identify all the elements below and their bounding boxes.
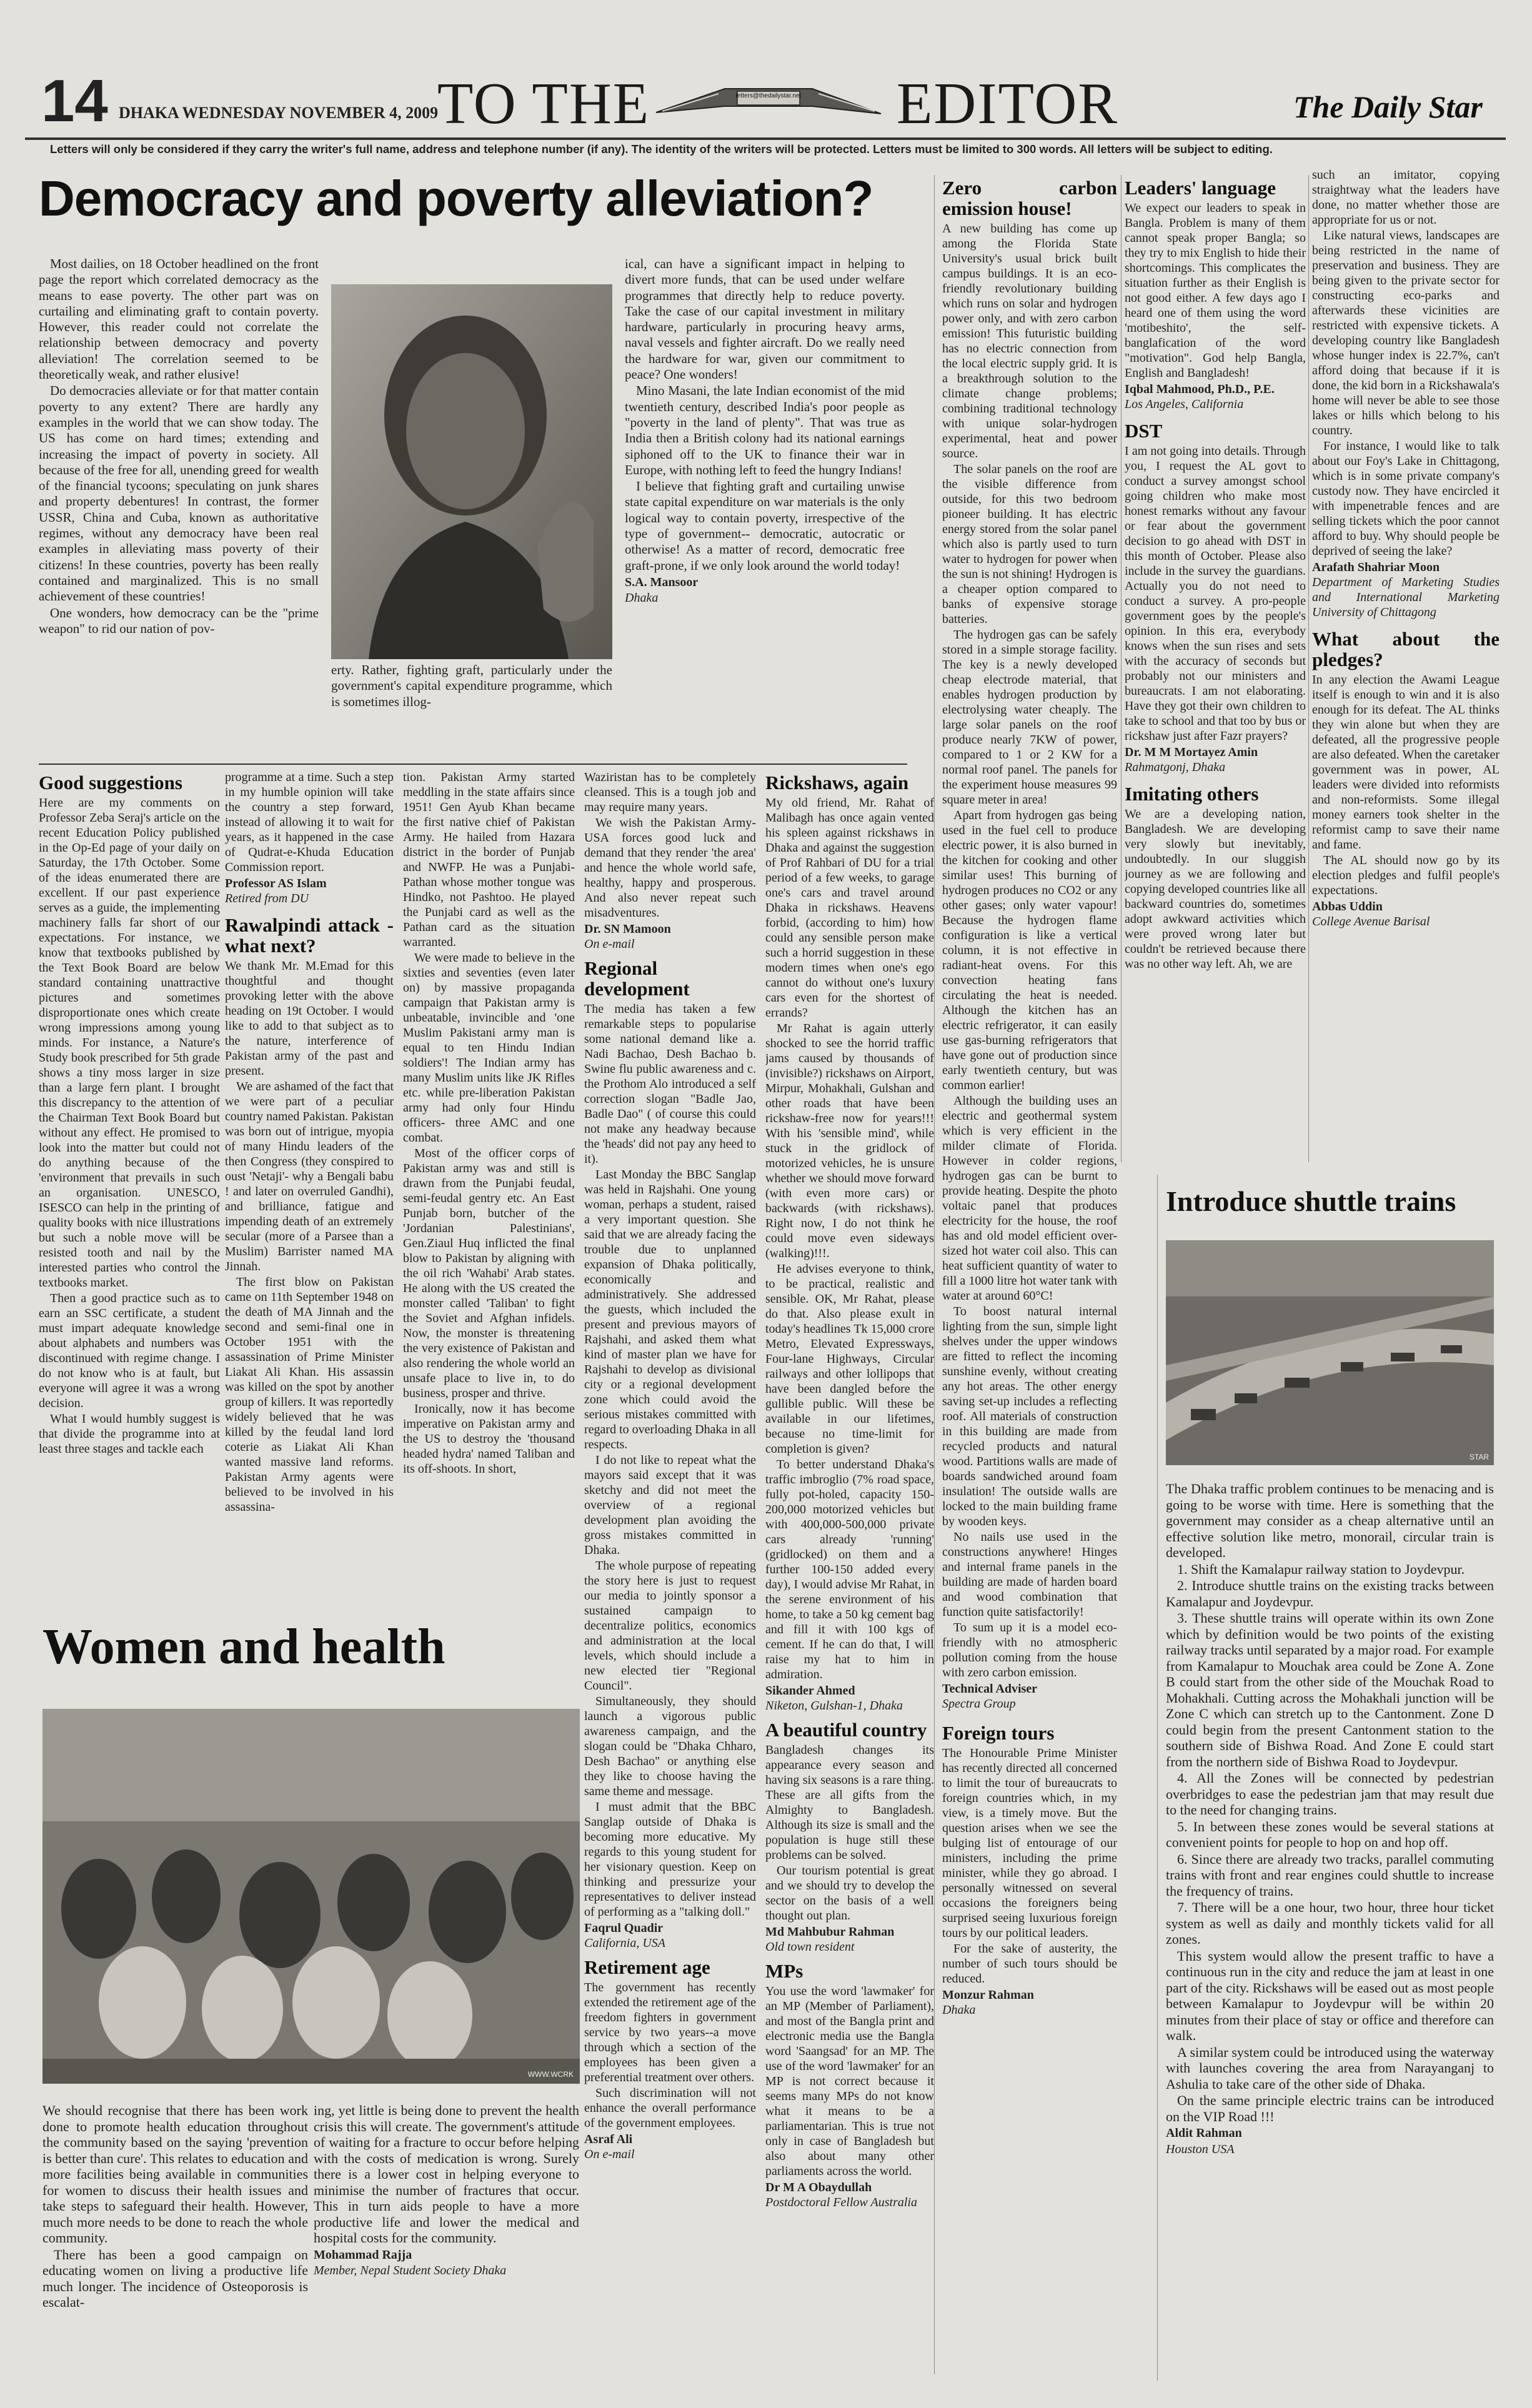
women-health-column-1 [42,2102,308,2384]
dateline: DHAKA WEDNESDAY NOVEMBER 4, 2009 [119,104,439,122]
author-name: Iqbal Mahmood, Ph.D., P.E. [1125,382,1275,396]
author-place: Los Angeles, California [1125,397,1244,411]
paragraph: Do democracies alleviate or for that matter contain poverty to any extent? There are hardly any examples in the world that we can show today. The US has come on hard times; extending and increasing the impact of poverty in society. All because of the free for all, unending greed for wealth of the financial tycoons; speculating on junk shares and property debentures! In contrast, the former USSR, China and Cuba, known as authoritative regimes, without any democracy have been real examples in alleviating mass poverty of their citizens! In these countries, poverty has been really contained and marginalized. This is no small achievement of these countries! [39,383,319,604]
section-email[interactable]: letters@thedailystar.net [735,92,802,99]
paragraph: We were made to believe in the sixties and seventies (even later on) by massive propaganda campaign that Pakistan army is unbeatable, invincible and 'one Muslim Pakistani army man is equal to ten Hindu Indian soldiers'! The Indian army has many Muslim units like JK Rifles etc. while pre-liberation Pakistan army had only four Hindu officers- three AMC and one combat. [403,951,575,1145]
paragraph: Apart from hydrogen gas being used in the fuel cell to produce electric power, it is also burned in the kitchen for cooking and other similar uses! This burning of hydrogen produces no CO2 or any other gases; only water vapour! Because the hydrogen flame configuration is like a vertical column, it is not effective in radiant-heat ovens. For this convection heating fans circulating the heat is needed. Although the kitchen has an electric refrigerator, it can easily use gas-burning refrigerators that have gone out of production since early twentieth century, but was common earlier! [942,808,1117,1092]
paragraph: Like natural views, landscapes are being restricted in the name of preservation and business. They are being given to the private sector for constructing eco-parks and afterwards these vicinities are restricted with expensive tickets. A developing country like Bangladesh whose hunger index is 22.7%, can't afford doing that because if it is done, the kid born in a Rickshawala's home will never be able to see those lakes or hills which belong to his country. [1312,229,1500,437]
paragraph: 4. All the Zones will be connected by pedestrian overbridges to ease the pedestrian jam that may result due to the need for changing trains. [1166,1770,1494,1818]
regional-headline: Regional development [584,957,690,1000]
column-rule [1157,1175,1158,2381]
author-name: Dr. SN Mamoon [584,922,671,936]
column-c-letters [403,770,575,1585]
paragraph: erty. Rather, fighting graft, particularly under the government's capital expenditure programme, which is sometimes illog- [331,662,612,709]
masthead [25,37,1512,169]
section-title-left: TO THE [437,71,650,136]
women-health-column-2 [314,2102,579,2384]
paragraph: Mino Masani, the late Indian economist of the mid twentieth century, described India's poor people as "poverty in the land of plenty". That was true as India then a British colony had its national earnings siphoned off to the UK to finance their war in Europe, with nothing left to feed the hungry Indians! [625,383,905,477]
paragraph: Although the building uses an electric and geothermal system which is very efficient in the milder climate of Florida. However in colder regions, hydrogen gas can be burnt to provide heating. Despite the photo voltaic panel that produces electricity for the house, the roof has and old model efficient over-sized hot water coil also. This can heat sufficient quantity of water to fill a 1000 litre hot water tank with water at around 60°C! [942,1094,1117,1303]
author-place: Niketon, Gulshan-1, Dhaka [765,1699,903,1713]
dst-headline: DST [1125,420,1163,442]
paragraph: Ironically, now it has become imperative on Pakistan army and the US to destroy the 'thousand headed hydra' named Taliban and its off-shoots. In short, [403,1402,575,1476]
lead-column-1 [39,256,319,737]
section-divider [39,764,907,765]
paragraph: I must admit that the BBC Sanglap outside of Dhaka is becoming more educative. My regards to this young student for her visionary question. Keep on thinking and pressurize your representatives to deliver instead of performing as a "talking doll." [584,1800,756,1919]
author-name: Mohammad Rajja [314,2247,412,2262]
paragraph: Most dailies, on 18 October headlined on the front page the report which correlated democracy as the means to ease poverty. The other part was on curtailing and eliminating graft to contain poverty. However, this reader could not correlate the relationship between democracy and poverty alleviation! The correlation seemed to be theoretically weak, and rather elusive! [39,256,319,382]
good-suggestions-headline: Good suggestions [39,772,182,794]
paragraph: The Dhaka traffic problem continues to be menacing and is going to be worse with time. Here is something that the government may consider as a cheap alternative until an effective solution like metro, monorail, circular train is developed. [1166,1481,1494,1560]
author-place: Old town resident [765,1940,855,1954]
good-suggestions-letter [39,770,220,1585]
paragraph: Then a good practice such as to earn an SSC certificate, a student must impart adequate knowledge about alphabets and numbers was discontinued with regime change. I do not know who is at fault, but everyone will agree it was a wrong decision. [39,1291,220,1410]
author-name: Sikander Ahmed [765,1684,855,1698]
column-rule [1308,175,1309,1162]
author-name: Technical Adviser [942,1682,1038,1696]
author-place: Rahmatgonj, Dhaka [1125,760,1226,774]
paragraph: Last Monday the BBC Sanglap was held in Rajshahi. One young woman, perhaps a student, raised a very important question. She said that we are already facing the trouble due to unplanned expansion of Dhaka politically, economically and administratively. She addressed the guests, which included the present and previous mayors of Rajshahi, and asked them what kind of master plan we have for Rajshahi to develop as divisional city or a regional development zone which could avoid the serious mistakes committed with regard to overloading Dhaka in all respects. [584,1168,756,1451]
author-name: Dr M A Obaydullah [765,2181,872,2194]
paragraph: tion. Pakistan Army started meddling in the state affairs since 1951! Gen Ayub Khan became the first native chief of Pakistan Army. He hailed from Hazara district in the border of Punjab and NWFP. He was a Punjabi-Pathan whose mother tongue was Hindko, not Pashtoo. He played the Punjabi card as well as the Pathan card as the situation warranted. [403,770,575,949]
paragraph: I am not going into details. Through you, I request the AL govt to conduct a survey amongst school going children who make most honest remarks without any favour or fear about the government decision to go ahead with DST in this month of October. Please also include in the survey the guardians. Actually you do not need to conduct a survey. A pro-people government goes by the people's opinion. In this era, everybody knows when the sun rises and sets with the accuracy of seconds but probably not our ministers and bureaucrats. I am not elaborating. Have they got their own children to take to school and that too by bus or rickshaw just after Fazr prayers? [1125,444,1306,743]
paragraph: The AL should now go by its election pledges and fulfil people's expectations. [1312,853,1500,897]
paragraph: 6. Since there are already two tracks, parallel commuting trains with front and rear engines could shuttle to increase the frequency of trains. [1166,1851,1494,1899]
rickshaws-headline: Rickshaws, again [765,772,909,794]
author-place: On e-mail [584,937,635,951]
paragraph: Bangladesh changes its appearance every season and having six seasons is a rare thing. These are all gifts from the Almighty to Bangladesh. Although its size is small and the population is huge still these problems can be solved. [765,1743,934,1862]
paragraph: 3. These shuttle trains will operate within its own Zone which by definition would be two points of the existing railway tracks until separated by a major road. For example from Kamalapur to Mouchak area could be Zone A. Zone B could start from the other side of the Mouchak Road to Mohakhali. Cutting across the Mohakhali junction will be Zone C which can stretch up to the Cantonment. Zone D could begin from the present Cantonment station to the southern side of Bishwa Road. And Zone E could start from the northern side of Bishwa Road to Joydevpur. [1166,1610,1494,1769]
masthead-rule [25,137,1506,140]
paragraph: On the same principle electric trains can be introduced on the VIP Road !!! [1166,2092,1494,2124]
column-6-letters [1312,167,1500,1167]
leaders-language-headline: Leaders' language [1125,177,1276,199]
column-e-letters [765,770,934,2382]
paragraph: For instance, I would like to talk about our Foy's Lake in Chittagong, which is in some private company's custody now. They have encircled it with impenetrable fences and are selling tickets which the poor cannot afford to buy. Why should people be deprived of seeing the lake? [1312,439,1500,558]
page-number: 14 [41,67,108,134]
author-place: College Avenue Barisal [1312,915,1430,928]
author-place: Member, Nepal Student Society Dhaka [314,2264,507,2277]
author-name: Abbas Uddin [1312,900,1383,913]
beautiful-country-headline: A beautiful country [765,1719,927,1741]
shuttle-letter [1166,1481,1494,2381]
paragraph: The first blow on Pakistan came on 11th September 1948 on the death of MA Jinnah and the second and semi-final one in October 1951 with the assassination of Prime Minister Liakat Ali Khan. His assassin was killed on the spot by another group of killers. It was reportedly widely believed that he was killed by the feudal land lord coterie as Liakat Ali Khan wanted massive land reforms. Pakistan Army agents were believed to be involved in his assassina- [225,1275,394,1514]
paragraph: To boost natural internal lighting from the sun, simple light shelves under the upper windows are fitted to reflect the incoming sunshine evenly, without creating any hot areas. The other energy saving set-up includes a reflecting roof. All materials of construction in this building are made from recycled products and natural wood. Partitions walls are made of boards sandwiched around foam insulation! The outside walls are locked to the main building frame by wooden keys. [942,1305,1117,1528]
author-name: Aldit Rahman [1166,2126,1242,2140]
foreign-tours-headline: Foreign tours [942,1722,1055,1744]
author-place: Houston USA [1166,2142,1235,2156]
paragraph: 1. Shift the Kamalapur railway station to Joydevpur. [1177,1561,1465,1577]
paragraph: Here are my comments on Professor Zeba Seraj's article on the recent Education Policy published in the Op-Ed page of your daily on Saturday, the 17th October. Some of the ideas enumerated there are excellent. If our past experience serves as a guide, the implementing machinery falls far short of our expectations. For instance, we know that textbooks published by the Text Book Board are below standard containing unattractive pictures and sometimes disproportionate ones which create wrong impressions among young minds. For instance, a Nature's Study book prescribed for 5th grade shows a tiny moss larger in size than a large fern plant. I brought this discrepancy to the attention of the Chairman Text Book Board but without any effect. He promised to look into the matter but could not do anything because of the 'environment that prevails in such an organisation. UNESCO, ISESCO can help in the printing of quality books with nice illustrations but such a noble move will be resisted tooth and nail by the interested parties who control the textbooks market. [39,796,220,1290]
paragraph: A new building has come up among the Florida State University's usual brick built campus buildings. It is an eco-friendly revolutionary building which runs on solar and hydrogen power only, and with zero carbon emission! This futuristic building has no electric connection from the local electric supply grid. It is a breakthrough solution to the climate change problems; combining traditional technology with unique solar-hydrogen experimental, heat and power source. [942,222,1117,460]
author-name: Professor AS Islam [225,877,327,890]
section-title-right: EDITOR [897,71,1118,136]
paragraph: The solar panels on the roof are the visible difference from outside, for this two bedroom pioneer building. It has electric energy stored from the solar panel which also is partly used to turn water to hydrogen for power when the sun is not shining! Hydrogen is a cheaper option compared to banks of expensive storage batteries. [942,462,1117,626]
author-name: S.A. Mansoor [625,575,699,589]
paragraph: programme at a time. Such a step in my humble opinion will take the country a step forward, instead of allowing it to wait for years, as it happened in the case of Qudrat-e-Khuda Education Commission report. [225,770,394,874]
author-place: Department of Marketing Studies and International Marketing University of Chittagong [1312,575,1500,619]
author-place: Retired from DU [225,892,309,905]
paragraph: We are ashamed of the fact that we were part of a peculiar country named Pakistan. Pakistan was born out of intrigue, myopia of many Hindu leaders of the then Congress (they conspired to oust 'Netaji'- why a Bengali babu ! and later on overruled Gandhi), and brilliance, fatigue and impending death of an extremely secular (more of a Parsee than a Muslim) Barrister named MA Jinnah. [225,1080,394,1273]
women-group-photo [42,1709,580,2084]
author-place: Dhaka [942,2003,976,2017]
column-d-letters [584,770,756,2382]
paragraph: 2. Introduce shuttle trains on the existing tracks between Kamalapur and Joydevpur. [1166,1578,1494,1609]
paragraph: This system would allow the present traffic to have a continuous run in the city and reduce the jam at least in one part of the city. Rickshaws will be eased out as most people between Kamalapur to Joydevpur will be within 20 minutes from their place of stay or office and therefore can walk. [1166,1948,1494,2043]
author-name: Faqrul Quadir [584,1921,664,1935]
paper-logo: The Daily Star [1293,89,1483,124]
lead-column-3 [625,256,905,744]
elderly-woman-photo [331,284,612,659]
photo-credit: STAR [1469,1453,1489,1461]
paragraph: What I would humbly suggest is that divide the programme into at least three stages and tackle each [39,1412,220,1456]
mps-headline: MPs [765,1960,803,1982]
imitating-headline: Imitating others [1125,783,1259,805]
author-place: On e-mail [584,2147,635,2161]
paragraph: Simultaneously, they should launch a vigorous public awareness campaign, and the slogan could be "Dhaka Chharo, Desh Bachao" or anything else they like to choose having the same theme and message. [584,1694,756,1798]
paragraph: For the sake of austerity, the number of such tours should be reduced. [942,1942,1117,1986]
paragraph: In any election the Awami League itself is enough to win and it is also enough for its defeat. The AL thinks they win alone but when they are defeated, all the progressive people are also defeated. When the caretaker government was in power, AL leaders were divided into reformists and non-reformists. Some illegal money earners took shelter in the reformist camp to save their name and fame. [1312,673,1500,852]
column-b-letters [225,770,394,1585]
paragraph: Waziristan has to be completely cleansed. This is a tough job and may require many years. [584,770,756,814]
paragraph: One wonders, how democracy can be the "prime weapon" to rid our nation of pov- [39,605,319,636]
column-rule [934,175,935,2374]
author-place: Postdoctoral Fellow Australia [765,2196,917,2209]
paragraph: The government has recently extended the retirement age of the freedom fighters in government service by two years--a move through which a section of the employees has been given a preferential treatment over others. [584,1981,756,2084]
paragraph: We wish the Pakistan Army-USA forces good luck and demand that they render 'the area' and hence the whole world safe, healthy, happy and prosperous. And also never repeat such misadventures. [584,816,756,920]
author-place: Dhaka [625,591,659,605]
column-5-letters [1125,175,1306,1162]
author-place: Spectra Group [942,1697,1016,1711]
photo-credit: WWW.WCRK [527,2070,574,2079]
paragraph: The Honourable Prime Minister has recently directed all concerned to limit the tour of bureaucrats to foreign countries which, in my view, is a timely move. But the question arises when we see the bulging list of entourage of our ministers, including the prime minister, while they go abroad. I personally witnessed on several occasions the foreigners being surprised seeing luxurious foreign tours by our political leaders. [942,1746,1117,1940]
paragraph: The whole purpose of repeating the story here is just to request our media to jointly sponsor a sustained campaign to decentralize politics, economics and administration at the local levels, which should include a new elected tier "Regional Council". [584,1559,756,1693]
zero-carbon-headline: Zero carbon emission house! [942,177,1117,219]
women-health-headline: Women and health [42,1619,445,1674]
retirement-headline: Retirement age [584,1956,710,1978]
traffic-highway-photo [1166,1240,1494,1465]
paragraph: Mr Rahat is again utterly shocked to see the horrid traffic jams caused by thousands of (invisible?) rickshaws on Airport, Mirpur, Mohakhali, Gulshan and other roads that have been rickshaw-free now for years!!! With his 'sensible mind', while stuck in the gridlock of motorized vehicles, he is unsure whether we should move forward (with even more cars) or backwards (with rickshaws). Right now, I do not think he could move even sideways (walking)!!!. [765,1022,934,1260]
pledges-headline: What about the pledges? [1312,628,1500,670]
author-name: Arafath Shahriar Moon [1312,560,1440,574]
paragraph: My old friend, Mr. Rahat of Malibagh has once again vented his spleen against rickshaws in Dhaka and against the suggestion of Prof Rahbari of DU for a trial period of a few weeks, to garage one's cars and travel around Dhaka in rickshaws. Heavens forbid, (according to him) how could any sensible person make such a horrid suggestion in these modern times when one's ego cannot do without one's luxury cars even for the shortest of errands? [765,796,934,1020]
paragraph: There has been a good campaign on educating women on living a productive life much longer. The incidence of Osteoporosis is escalat- [42,2246,308,2310]
paragraph: You use the word 'lawmaker' for an MP (Member of Parliament), and most of the Bangla print and electronic media use the Bangla word 'Saangsad' for an MP. The use of the word 'lawmaker' for an MP is not correct because it seems many MPs do not know what it means to be a parliamentarian. This is true not only in case of Bangladesh but also about many other parliaments across the world. [765,1984,934,2178]
paragraph: ing, yet little is being done to prevent the health crisis this will create. The government's attitude of waiting for a fracture to occur before helping with the costs of medication is wrong. Surely there is a lower cost in helping everyone to minimise the number of fractures that occur. This in turn aids people to have a more productive life and lower the medical and hospital costs for the community. [314,2102,579,2246]
paragraph: I believe that fighting graft and curtailing unwise state capital expenditure on war materials is the only logical way to contain poverty, irrespective of the type of government-- democratic, autocratic or otherwise! As a matter of record, democratic free graft-prone, if we only look around the world today! [625,479,905,573]
zero-carbon-letter [942,175,1117,2387]
author-name: Dr. M M Mortayez Amin [1125,745,1258,759]
paragraph: We should recognise that there has been work done to promote health education throughout the community based on the saying 'prevention is better than cure'. This relates to education and more facilities being available in communities for women to discuss their health issues and take steps to safeguard their health. However, much more needs to be done to reach the whole community. [42,2102,308,2246]
paragraph: No nails use used in the constructions anywhere! Hinges and internal frame panels in the building are made of harden board and wood combination that function quite satisfactorily! [942,1530,1117,1619]
shuttle-headline: Introduce shuttle trains [1166,1185,1456,1217]
paragraph: A similar system could be introduced using the waterway with launches covering the area from Narayanganj to Ashulia to take care of the other side of Dhaka. [1166,2044,1494,2092]
paragraph: We are a developing nation, Bangladesh. We are developing very slowly but inevitably, undoubtedly. In our sluggish journey as we are following and copying developed countries like all backward countries do, sometimes adopt awkward activities which were proved wrong later but couldn't be retrieved because there was no other way left. Ah, we are [1125,807,1306,971]
lead-headline: Democracy and poverty alleviation? [39,171,873,226]
lead-column-2 [331,662,612,737]
column-rule [1121,175,1122,1162]
author-name: Monzur Rahman [942,1988,1034,2002]
paragraph: such an imitator, copying straightway what the leaders have done, no matter whether those are appropriate for us or not. [1312,168,1500,227]
paragraph: The hydrogen gas can be safely stored in a simple storage facility. The key is a newly developed cheap electrode material, that enables hydrogen production by electrolysing water cheaply. The large solar panels on the roof produce nearly 7KW of power, compared to 1 or 2 KW for a normal roof panel. The panels for the experiment house measures 99 square meter in area! [942,628,1117,807]
paragraph: To sum up it is a model eco-friendly with no atmospheric pollution coming from the house with zero carbon emission. [942,1621,1117,1679]
paragraph: We expect our leaders to speak in Bangla. Problem is many of them cannot speak proper Bangla; so they try to mix English to hide their shortcomings. This complicates the situation further as their English is not good either. A few days ago I heard one of them using the word 'motibeshito', the self-banglafication of the word "motivation". God help Bangla, English and Bangladesh! [1125,201,1306,380]
paragraph: Most of the officer corps of Pakistan army was and still is drawn from the Punjabi feudal, semi-feudal gentry etc. An East Punjab born, butcher of the 'Jordanian Palestinians', Gen.Ziaul Huq inflicted the final blow to Pakistan by aligning with the oil rich 'Wahabi' Arab states. He along with the US created the monster called 'Taliban' to fight the Soviet and Afghan infidels. Now, the monster is threatening the very existence of Pakistan and also rendering the whole world an unsafe place to live in, to do business, prosper and thrive. [403,1147,575,1400]
paragraph: To better understand Dhaka's traffic imbroglio (7% road space, fully pot-holed, capacity 150-200,000 motorized vehicles but with 400,000-500,000 private cars already 'running' (gridlocked) on them and a further 100-150 added every day), I would advise Mr Rahat, in the serene environment of his home, to take a 50 kg cement bag and fill it with 100 kgs of cement. If he can do that, I will raise my hat to him in admiration. [765,1458,934,1681]
paragraph: 7. There will be a one hour, two hour, three hour ticket system as well as daily and monthly tickets valid for all zones. [1166,1899,1494,1947]
submission-policy: Letters will only be considered if they carry the writer's full name, address and telephone number (if any). The identity of the writers will be protected. Letters must be limited to 300 words. All letters will be subject to editing. [50,142,1273,156]
author-name: Asraf Ali [584,2132,633,2146]
paragraph: I do not like to repeat what the mayors said except that it was sketchy and did not meet the overview of a regional development plan avoiding the gross mistakes committed in Dhaka. [584,1453,756,1557]
paragraph: ical, can have a significant impact in helping to divert more funds, that can be used under welfare programmes that directly help to reduce poverty. Take the case of our capital investment in military hardware, particularly in procuring heavy arms, naval vessels and fighter aircraft. Do we really need the hardware for war, given our commitment to peace? One wonders! [625,256,905,382]
author-name: Md Mahbubur Rahman [765,1925,895,1939]
rawalpindi-headline: Rawalpindi attack - what next? [225,914,394,957]
paragraph: We thank Mr. M.Emad for this thoughtful and thought provoking letter with the above heading on 19t October. I would like to add to that subject as to the nature, interference of Pakistan army of the past and present. [225,959,394,1078]
author-place: California, USA [584,1936,666,1950]
paragraph: The media has taken a few remarkable steps to popularise some national demand like a. Nadi Bachao, Desh Bachao b. Swine flu public awareness and c. the Prothom Alo introduced a self correction slogan "Badle Jao, Badle Dao" ( of course this could not make any headway because the 'heads' did not pay any heed to it). [584,1002,756,1166]
paragraph: He advises everyone to think, to be practical, realistic and sensible. OK, Mr Rahat, please do that. Also please exult in today's headlines Tk 15,000 crore Metro, Elevated Expressways, Four-lane Highways, Circular railways and other lollipops that have been dangled before the gullible public. Will these be available in our lifetimes, because no time-limit for completion is given? [765,1262,934,1456]
pen-quill-icon [650,81,887,125]
paragraph: Our tourism potential is great and we should try to develop the sector on the basis of a well thought out plan. [765,1864,934,1923]
paragraph: Such discrimination will not enhance the overall performance of the government employees. [584,2086,756,2130]
paragraph: 5. In between these zones would be several stations at convenient points for people to hop on and hop off. [1166,1818,1494,1850]
